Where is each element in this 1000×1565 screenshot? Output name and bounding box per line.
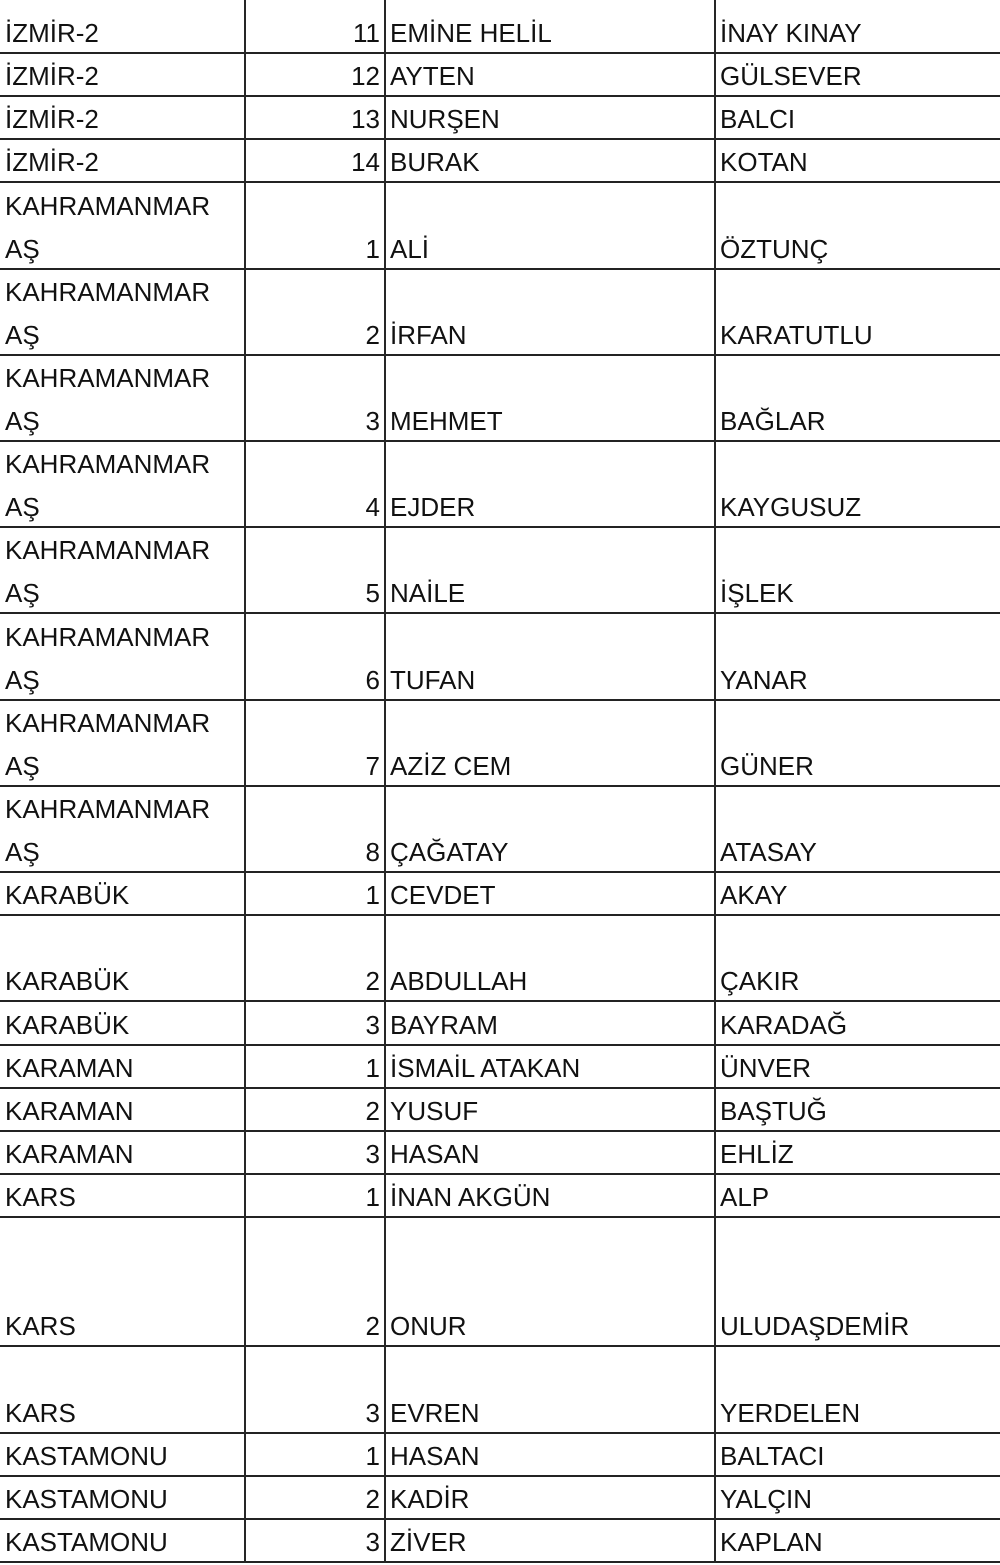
rank-cell[interactable]: 1 — [365, 1440, 380, 1471]
rank-cell[interactable]: 1 — [365, 1181, 380, 1212]
last-name-cell[interactable]: KAPLAN — [720, 1526, 823, 1557]
table-row — [0, 787, 1000, 873]
first-name-cell[interactable]: İNAN AKGÜN — [390, 1181, 551, 1212]
province-cell[interactable]: KASTAMONU — [5, 1526, 168, 1557]
last-name-cell[interactable]: ULUDAŞDEMİR — [720, 1311, 910, 1342]
rank-cell[interactable]: 3 — [365, 1397, 380, 1428]
rank-cell[interactable]: 6 — [365, 664, 380, 695]
last-name-cell[interactable]: ÜNVER — [720, 1052, 812, 1083]
table-row — [0, 1434, 1000, 1477]
province-cell[interactable]: İZMİR-2 — [5, 61, 99, 92]
province-cell[interactable]: İZMİR-2 — [5, 18, 99, 48]
first-name-cell[interactable]: EVREN — [390, 1397, 480, 1428]
first-name-cell[interactable]: AZİZ CEM — [390, 750, 512, 781]
table-row — [0, 1046, 1000, 1089]
last-name-cell[interactable]: BALTACI — [720, 1440, 825, 1471]
province-cell[interactable]: KARAMAN — [5, 1095, 134, 1126]
first-name-cell[interactable]: EJDER — [390, 492, 476, 523]
rank-cell[interactable]: 1 — [365, 880, 380, 911]
table-row — [0, 1347, 1000, 1433]
province-cell[interactable]: KAHRAMANMAR AŞ — [5, 707, 211, 781]
table-row — [0, 442, 1000, 528]
province-cell[interactable]: KAHRAMANMAR AŞ — [5, 535, 211, 609]
last-name-cell[interactable]: BALCI — [720, 104, 796, 135]
first-name-cell[interactable]: ZİVER — [390, 1526, 467, 1557]
first-name-cell[interactable]: İRFAN — [390, 319, 467, 350]
first-name-cell[interactable]: EMİNE HELİL — [390, 18, 552, 48]
table-row — [0, 873, 1000, 916]
province-cell[interactable]: KAHRAMANMAR AŞ — [5, 190, 211, 264]
province-cell[interactable]: KASTAMONU — [5, 1483, 168, 1514]
table-row — [0, 614, 1000, 700]
rank-cell[interactable]: 2 — [365, 319, 380, 350]
last-name-cell[interactable]: GÜLSEVER — [720, 61, 862, 92]
rank-cell[interactable]: 3 — [365, 1526, 380, 1557]
table-row — [0, 140, 1000, 183]
last-name-cell[interactable]: BAĞLAR — [720, 405, 826, 436]
rank-cell[interactable]: 3 — [365, 405, 380, 436]
rank-cell[interactable]: 12 — [351, 61, 380, 92]
rank-cell[interactable]: 2 — [365, 1095, 380, 1126]
table-row — [0, 183, 1000, 269]
table-row — [0, 97, 1000, 140]
column-gridline — [714, 0, 716, 1563]
first-name-cell[interactable]: HASAN — [390, 1138, 480, 1169]
province-cell[interactable]: KARABÜK — [5, 1009, 130, 1040]
first-name-cell[interactable]: ALİ — [390, 233, 430, 264]
rank-cell[interactable]: 2 — [365, 1311, 380, 1342]
first-name-cell[interactable]: TUFAN — [390, 664, 476, 695]
last-name-cell[interactable]: BAŞTUĞ — [720, 1095, 827, 1126]
province-cell[interactable]: KAHRAMANMAR AŞ — [5, 449, 211, 523]
table-row — [0, 1002, 1000, 1045]
rank-cell[interactable]: 7 — [365, 750, 380, 781]
first-name-cell[interactable]: NURŞEN — [390, 104, 500, 135]
province-cell[interactable]: İZMİR-2 — [5, 147, 99, 178]
rank-cell[interactable]: 2 — [365, 966, 380, 997]
last-name-cell[interactable]: KARADAĞ — [720, 1009, 848, 1040]
rank-cell[interactable]: 3 — [365, 1009, 380, 1040]
first-name-cell[interactable]: BURAK — [390, 147, 480, 178]
column-gridline — [244, 0, 246, 1563]
last-name-cell[interactable]: GÜNER — [720, 750, 814, 781]
table-row — [0, 1175, 1000, 1218]
rank-cell[interactable]: 13 — [351, 104, 380, 135]
first-name-cell[interactable]: BAYRAM — [390, 1009, 498, 1040]
last-name-cell[interactable]: İNAY KINAY — [720, 18, 862, 48]
first-name-cell[interactable]: NAİLE — [390, 578, 466, 609]
last-name-cell[interactable]: YALÇIN — [720, 1483, 812, 1514]
rank-cell[interactable]: 3 — [365, 1138, 380, 1169]
last-name-cell[interactable]: YERDELEN — [720, 1397, 861, 1428]
province-cell[interactable]: KARABÜK — [5, 966, 130, 997]
table-row — [0, 270, 1000, 356]
first-name-cell[interactable]: HASAN — [390, 1440, 480, 1471]
last-name-cell[interactable]: ALP — [720, 1181, 770, 1212]
table-row — [0, 0, 1000, 54]
last-name-cell[interactable]: AKAY — [720, 880, 788, 911]
table-row — [0, 1520, 1000, 1563]
province-cell[interactable]: KARAMAN — [5, 1052, 134, 1083]
table-row — [0, 356, 1000, 442]
table-row — [0, 54, 1000, 97]
last-name-cell[interactable]: ÖZTUNÇ — [720, 233, 829, 264]
province-cell[interactable]: KARABÜK — [5, 880, 130, 911]
last-name-cell[interactable]: ATASAY — [720, 837, 817, 868]
table-row — [0, 528, 1000, 614]
rank-cell[interactable]: 5 — [365, 578, 380, 609]
first-name-cell[interactable]: ABDULLAH — [390, 966, 528, 997]
table-row — [0, 1089, 1000, 1132]
province-cell[interactable]: KAHRAMANMAR AŞ — [5, 276, 211, 350]
last-name-cell[interactable]: EHLİZ — [720, 1138, 794, 1169]
rank-cell[interactable]: 1 — [365, 233, 380, 264]
province-cell[interactable]: KAHRAMANMAR AŞ — [5, 794, 211, 868]
last-name-cell[interactable]: ÇAKIR — [720, 966, 800, 997]
first-name-cell[interactable]: KADİR — [390, 1483, 470, 1514]
province-cell[interactable]: KARS — [5, 1397, 76, 1428]
first-name-cell[interactable]: MEHMET — [390, 405, 503, 436]
province-cell[interactable]: KASTAMONU — [5, 1440, 168, 1471]
table-row — [0, 1218, 1000, 1347]
rank-cell[interactable]: 4 — [365, 492, 380, 523]
last-name-cell[interactable]: KARATUTLU — [720, 319, 873, 350]
rank-cell[interactable]: 1 — [365, 1052, 380, 1083]
province-cell[interactable]: KAHRAMANMAR AŞ — [5, 621, 211, 695]
first-name-cell[interactable]: CEVDET — [390, 880, 496, 911]
first-name-cell[interactable]: AYTEN — [390, 61, 475, 92]
rank-cell[interactable]: 8 — [365, 837, 380, 868]
first-name-cell[interactable]: ÇAĞATAY — [390, 837, 509, 868]
first-name-cell[interactable]: ONUR — [390, 1311, 467, 1342]
table-row — [0, 1477, 1000, 1520]
province-cell[interactable]: İZMİR-2 — [5, 104, 99, 135]
rank-cell[interactable]: 14 — [351, 147, 380, 178]
first-name-cell[interactable]: YUSUF — [390, 1095, 479, 1126]
first-name-cell[interactable]: İSMAİL ATAKAN — [390, 1052, 581, 1083]
table-row — [0, 701, 1000, 787]
rank-cell[interactable]: 2 — [365, 1483, 380, 1514]
last-name-cell[interactable]: İŞLEK — [720, 578, 794, 609]
column-gridline — [384, 0, 386, 1563]
province-cell[interactable]: KAHRAMANMAR AŞ — [5, 362, 211, 436]
last-name-cell[interactable]: KAYGUSUZ — [720, 492, 862, 523]
province-cell[interactable]: KARAMAN — [5, 1138, 134, 1169]
province-cell[interactable]: KARS — [5, 1311, 76, 1342]
last-name-cell[interactable]: YANAR — [720, 664, 808, 695]
province-cell[interactable]: KARS — [5, 1181, 76, 1212]
last-name-cell[interactable]: KOTAN — [720, 147, 808, 178]
table-row — [0, 916, 1000, 1002]
rank-cell[interactable]: 11 — [353, 18, 380, 48]
table-row — [0, 1132, 1000, 1175]
